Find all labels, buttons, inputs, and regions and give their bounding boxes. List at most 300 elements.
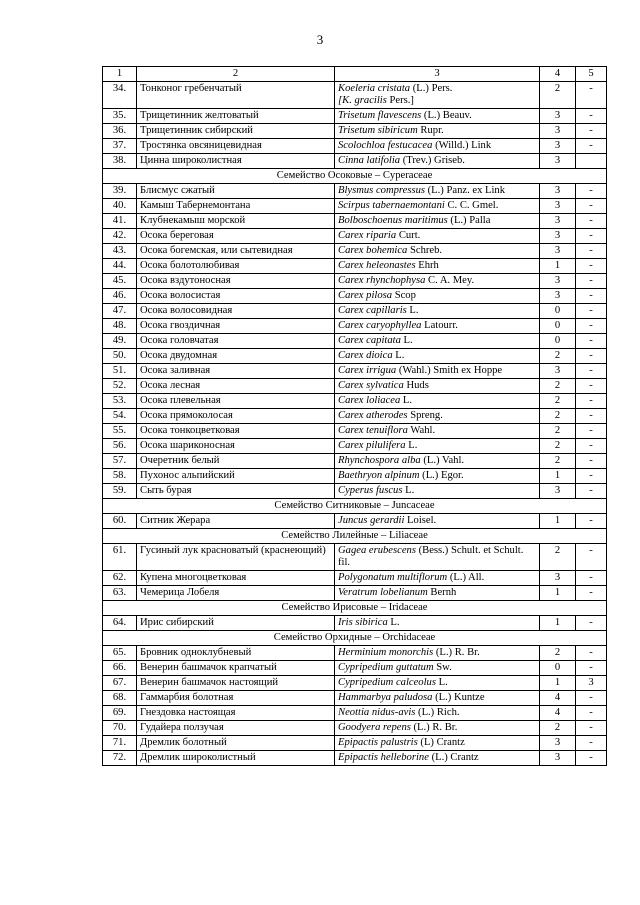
- latin-name: Bolboschoenus maritimus: [338, 215, 448, 226]
- species-row: [103, 349, 607, 364]
- row-number: 64.: [103, 616, 137, 631]
- latin-name-cell: [335, 736, 540, 751]
- latin-name: Carex heleonastes: [338, 260, 416, 271]
- status-col-4: 3: [540, 109, 576, 124]
- latin-name: Herminium monorchis: [338, 647, 434, 658]
- latin-synonym: [K. gracilis: [338, 95, 387, 106]
- latin-name: Carex atherodes: [338, 410, 408, 421]
- status-col-4: 2: [540, 394, 576, 409]
- author-citation: Wahl.: [407, 425, 436, 436]
- species-row: [103, 229, 607, 244]
- species-row: [103, 274, 607, 289]
- status-col-4: 3: [540, 154, 576, 169]
- status-col-5: -: [576, 319, 607, 334]
- status-col-5: -: [576, 364, 607, 379]
- status-col-5: -: [576, 274, 607, 289]
- russian-name: Гаммарбия болотная: [137, 691, 335, 706]
- author-citation: (Bess.) Schult. et Schult. fil.: [338, 545, 524, 568]
- latin-name: Cypripedium calceolus: [338, 677, 436, 688]
- russian-name: Венерин башмачок настоящий: [137, 676, 335, 691]
- latin-name: Epipactis helleborine: [338, 752, 429, 763]
- row-number: 38.: [103, 154, 137, 169]
- family-header-row: [103, 529, 607, 544]
- latin-name-cell: [335, 229, 540, 244]
- row-number: 50.: [103, 349, 137, 364]
- status-col-5: -: [576, 289, 607, 304]
- latin-name-cell: [335, 661, 540, 676]
- author-citation: C. A. Mey.: [425, 275, 475, 286]
- status-col-4: 1: [540, 586, 576, 601]
- species-row: [103, 661, 607, 676]
- species-row: [103, 544, 607, 571]
- russian-name: Гнездовка настоящая: [137, 706, 335, 721]
- row-number: 46.: [103, 289, 137, 304]
- latin-name-cell: [335, 109, 540, 124]
- latin-name-cell: [335, 424, 540, 439]
- status-col-4: 0: [540, 334, 576, 349]
- status-col-4: 1: [540, 514, 576, 529]
- russian-name: Осока лесная: [137, 379, 335, 394]
- author-citation: (L.) R. Br.: [410, 722, 458, 733]
- latin-name-cell: [335, 334, 540, 349]
- species-row: [103, 379, 607, 394]
- status-col-4: 3: [540, 229, 576, 244]
- author-citation: L.: [435, 677, 448, 688]
- latin-name-cell: [335, 214, 540, 229]
- row-number: 65.: [103, 646, 137, 661]
- latin-name-cell: [335, 244, 540, 259]
- status-col-5: -: [576, 349, 607, 364]
- status-col-5: -: [576, 124, 607, 139]
- status-col-5: -: [576, 334, 607, 349]
- row-number: 68.: [103, 691, 137, 706]
- species-row: [103, 394, 607, 409]
- latin-name-cell: [335, 154, 540, 169]
- family-name: Семейство Осоковые – Cyperaceae: [103, 169, 607, 184]
- author-citation: (Wahl.) Smith ex Hoppe: [396, 365, 503, 376]
- russian-name: Осока шариконосная: [137, 439, 335, 454]
- species-row: [103, 646, 607, 661]
- species-row: [103, 424, 607, 439]
- species-table: [102, 66, 607, 766]
- latin-name-cell: [335, 469, 540, 484]
- russian-name: Осока береговая: [137, 229, 335, 244]
- latin-name-cell: [335, 289, 540, 304]
- status-col-4: 2: [540, 349, 576, 364]
- russian-name: Осока тонкоцветковая: [137, 424, 335, 439]
- author-citation: C. C. Gmel.: [444, 200, 499, 211]
- status-col-5: -: [576, 379, 607, 394]
- header-cell-2: 2: [137, 67, 335, 82]
- status-col-4: 3: [540, 184, 576, 199]
- latin-name-cell: [335, 454, 540, 469]
- author-citation: L.: [400, 395, 413, 406]
- latin-name: Gagea erubescens: [338, 545, 416, 556]
- latin-name: Cyperus fuscus: [338, 485, 403, 496]
- status-col-4: 3: [540, 199, 576, 214]
- status-col-4: 2: [540, 439, 576, 454]
- status-col-5: -: [576, 424, 607, 439]
- status-col-5: -: [576, 139, 607, 154]
- russian-name: Осока волосистая: [137, 289, 335, 304]
- status-col-4: 3: [540, 364, 576, 379]
- latin-name: Scolochloa festucacea: [338, 140, 433, 151]
- author-citation: (L.) R. Br.: [433, 647, 480, 658]
- row-number: 47.: [103, 304, 137, 319]
- status-col-5: -: [576, 721, 607, 736]
- latin-name-cell: [335, 751, 540, 766]
- author-citation: (L.) Crantz: [428, 752, 479, 763]
- family-header-row: [103, 499, 607, 514]
- author-citation: (Willd.) Link: [432, 140, 492, 151]
- status-col-5: -: [576, 469, 607, 484]
- row-number: 39.: [103, 184, 137, 199]
- status-col-5: -: [576, 514, 607, 529]
- author-citation: (L.) Pers.: [410, 83, 453, 94]
- row-number: 34.: [103, 82, 137, 109]
- row-number: 57.: [103, 454, 137, 469]
- status-col-5: -: [576, 244, 607, 259]
- latin-name: Epipactis palustris: [338, 737, 418, 748]
- russian-name: Купена многоцветковая: [137, 571, 335, 586]
- species-row: [103, 409, 607, 424]
- russian-name: Ирис сибирский: [137, 616, 335, 631]
- species-row: [103, 469, 607, 484]
- status-col-5: -: [576, 82, 607, 109]
- status-col-4: 3: [540, 244, 576, 259]
- russian-name: Тонконог гребенчатый: [137, 82, 335, 109]
- latin-name: Juncus gerardii: [338, 515, 405, 526]
- author-citation: Scop: [392, 290, 416, 301]
- species-row: [103, 199, 607, 214]
- row-number: 42.: [103, 229, 137, 244]
- status-col-4: 2: [540, 544, 576, 571]
- latin-name-cell: [335, 184, 540, 199]
- row-number: 35.: [103, 109, 137, 124]
- latin-name: Rhynchospora alba: [338, 455, 421, 466]
- latin-name-cell: [335, 124, 540, 139]
- latin-name-cell: [335, 379, 540, 394]
- synonym-author: Pers.]: [386, 95, 414, 106]
- latin-name: Cinna latifolia: [338, 155, 401, 166]
- russian-name: Камыш Табернемонтана: [137, 199, 335, 214]
- author-citation: Ehrh: [415, 260, 439, 271]
- author-citation: L.: [392, 350, 405, 361]
- header-cell-3: 3: [335, 67, 540, 82]
- author-citation: Curt.: [396, 230, 421, 241]
- species-row: [103, 736, 607, 751]
- status-col-5: -: [576, 661, 607, 676]
- latin-name: Goodyera repens: [338, 722, 411, 733]
- latin-name: Polygonatum multiflorum: [338, 572, 448, 583]
- status-col-4: 2: [540, 721, 576, 736]
- row-number: 49.: [103, 334, 137, 349]
- status-col-4: 2: [540, 82, 576, 109]
- status-col-4: 0: [540, 661, 576, 676]
- author-citation: Rupr.: [417, 125, 444, 136]
- status-col-5: 3: [576, 676, 607, 691]
- row-number: 67.: [103, 676, 137, 691]
- row-number: 36.: [103, 124, 137, 139]
- author-citation: Sw.: [433, 662, 452, 673]
- status-col-4: 0: [540, 304, 576, 319]
- russian-name: Блисмус сжатый: [137, 184, 335, 199]
- status-col-5: -: [576, 304, 607, 319]
- latin-name: Carex riparia: [338, 230, 397, 241]
- author-citation: Loisel.: [404, 515, 437, 526]
- author-citation: L.: [406, 305, 419, 316]
- latin-name-cell: [335, 349, 540, 364]
- russian-name: Трищетинник сибирский: [137, 124, 335, 139]
- header-cell-5: 5: [576, 67, 607, 82]
- status-col-5: -: [576, 454, 607, 469]
- row-number: 41.: [103, 214, 137, 229]
- species-row: [103, 139, 607, 154]
- header-row: [103, 67, 607, 82]
- status-col-5: -: [576, 229, 607, 244]
- russian-name: Осока богемская, или сытевидная: [137, 244, 335, 259]
- status-col-4: 1: [540, 616, 576, 631]
- species-row: [103, 289, 607, 304]
- row-number: 54.: [103, 409, 137, 424]
- author-citation: (L.) Palla: [447, 215, 491, 226]
- russian-name: Гусиный лук красноватый (краснеющий): [137, 544, 335, 571]
- species-row: [103, 454, 607, 469]
- russian-name: Осока головчатая: [137, 334, 335, 349]
- russian-name: Пухонос альпийский: [137, 469, 335, 484]
- russian-name: Дремлик широколистный: [137, 751, 335, 766]
- latin-name: Blysmus compressus: [338, 185, 425, 196]
- row-number: 62.: [103, 571, 137, 586]
- status-col-5: -: [576, 586, 607, 601]
- status-col-5: -: [576, 409, 607, 424]
- status-col-5: -: [576, 691, 607, 706]
- status-col-4: 4: [540, 706, 576, 721]
- latin-name: Carex caryophyllea: [338, 320, 422, 331]
- status-col-5: -: [576, 109, 607, 124]
- status-col-5: -: [576, 184, 607, 199]
- russian-name: Осока плевельная: [137, 394, 335, 409]
- author-citation: Bernh: [427, 587, 457, 598]
- row-number: 66.: [103, 661, 137, 676]
- latin-name-cell: [335, 139, 540, 154]
- row-number: 53.: [103, 394, 137, 409]
- header-cell-1: 1: [103, 67, 137, 82]
- russian-name: Осока двудомная: [137, 349, 335, 364]
- latin-name: Carex capillaris: [338, 305, 407, 316]
- russian-name: Клубнекамыш морской: [137, 214, 335, 229]
- family-name: Семейство Лилейные – Liliaceae: [103, 529, 607, 544]
- family-name: Семейство Ситниковые – Juncaceae: [103, 499, 607, 514]
- status-col-5: -: [576, 646, 607, 661]
- row-number: 58.: [103, 469, 137, 484]
- latin-name: Carex sylvatica: [338, 380, 404, 391]
- russian-name: Бровник одноклубневый: [137, 646, 335, 661]
- author-citation: Spreng.: [407, 410, 443, 421]
- status-col-4: 2: [540, 379, 576, 394]
- species-row: [103, 721, 607, 736]
- russian-name: Ситник Жерара: [137, 514, 335, 529]
- status-col-4: 3: [540, 736, 576, 751]
- author-citation: L.: [400, 335, 413, 346]
- status-col-5: -: [576, 259, 607, 274]
- author-citation: L.: [405, 440, 418, 451]
- russian-name: Сыть бурая: [137, 484, 335, 499]
- latin-name: Veratrum lobelianum: [338, 587, 428, 598]
- russian-name: Осока гвоздичная: [137, 319, 335, 334]
- species-row: [103, 319, 607, 334]
- author-citation: Huds: [403, 380, 429, 391]
- family-header-row: [103, 169, 607, 184]
- species-row: [103, 676, 607, 691]
- latin-name: Scirpus tabernaemontani: [338, 200, 445, 211]
- species-row: [103, 259, 607, 274]
- row-number: 59.: [103, 484, 137, 499]
- status-col-5: -: [576, 484, 607, 499]
- latin-name-cell: [335, 646, 540, 661]
- species-row: [103, 751, 607, 766]
- status-col-4: 0: [540, 319, 576, 334]
- latin-name-cell: [335, 439, 540, 454]
- latin-name: Koeleria cristata: [338, 83, 411, 94]
- latin-name: Iris sibirica: [338, 617, 388, 628]
- row-number: 60.: [103, 514, 137, 529]
- status-col-4: 1: [540, 676, 576, 691]
- status-col-4: 3: [540, 139, 576, 154]
- row-number: 70.: [103, 721, 137, 736]
- latin-name: Carex pilulifera: [338, 440, 406, 451]
- latin-name-cell: [335, 484, 540, 499]
- latin-name: Carex pilosa: [338, 290, 393, 301]
- species-row: [103, 586, 607, 601]
- author-citation: L.: [402, 485, 415, 496]
- russian-name: Цинна широколистная: [137, 154, 335, 169]
- status-col-5: [576, 154, 607, 169]
- latin-name: Carex dioica: [338, 350, 393, 361]
- status-col-4: 3: [540, 124, 576, 139]
- latin-name: Cypripedium guttatum: [338, 662, 434, 673]
- status-col-5: -: [576, 706, 607, 721]
- russian-name: Очеретник белый: [137, 454, 335, 469]
- row-number: 43.: [103, 244, 137, 259]
- latin-name-cell: [335, 676, 540, 691]
- row-number: 52.: [103, 379, 137, 394]
- row-number: 55.: [103, 424, 137, 439]
- latin-name: Trisetum sibiricum: [338, 125, 418, 136]
- species-row: [103, 109, 607, 124]
- latin-name-cell: [335, 304, 540, 319]
- author-citation: (L) Crantz: [417, 737, 465, 748]
- latin-name: Carex rhynchophysa: [338, 275, 426, 286]
- row-number: 45.: [103, 274, 137, 289]
- status-col-4: 3: [540, 571, 576, 586]
- latin-name: Carex irrigua: [338, 365, 397, 376]
- family-header-row: [103, 631, 607, 646]
- species-row: [103, 571, 607, 586]
- latin-name-cell: [335, 691, 540, 706]
- russian-name: Осока заливная: [137, 364, 335, 379]
- author-citation: Latourr.: [421, 320, 458, 331]
- species-row: [103, 82, 607, 109]
- latin-name-cell: [335, 616, 540, 631]
- latin-name-cell: [335, 364, 540, 379]
- author-citation: (Trev.) Griseb.: [400, 155, 465, 166]
- species-row: [103, 364, 607, 379]
- latin-name-cell: [335, 274, 540, 289]
- status-col-5: -: [576, 394, 607, 409]
- russian-name: Гудайера ползучая: [137, 721, 335, 736]
- latin-name: Neottia nidus-avis: [338, 707, 416, 718]
- author-citation: L.: [387, 617, 400, 628]
- latin-name-cell: [335, 199, 540, 214]
- russian-name: Осока болотолюбивая: [137, 259, 335, 274]
- family-name: Семейство Ирисовые – Iridaceae: [103, 601, 607, 616]
- latin-name-cell: [335, 586, 540, 601]
- status-col-5: -: [576, 751, 607, 766]
- russian-name: Венерин башмачок крапчатый: [137, 661, 335, 676]
- latin-name-cell: [335, 259, 540, 274]
- page-number: 3: [316, 32, 324, 47]
- latin-name: Carex bohemica: [338, 245, 408, 256]
- row-number: 61.: [103, 544, 137, 571]
- latin-name-cell: [335, 721, 540, 736]
- species-row: [103, 304, 607, 319]
- row-number: 69.: [103, 706, 137, 721]
- row-number: 56.: [103, 439, 137, 454]
- status-col-4: 2: [540, 454, 576, 469]
- status-col-4: 2: [540, 646, 576, 661]
- latin-name: Carex tenuiflora: [338, 425, 408, 436]
- status-col-4: 1: [540, 259, 576, 274]
- russian-name: Тростянка овсяницевидная: [137, 139, 335, 154]
- author-citation: (L.) Rich.: [415, 707, 460, 718]
- species-row: [103, 154, 607, 169]
- latin-name-cell: [335, 82, 540, 109]
- family-name: Семейство Орхидные – Orchidaceae: [103, 631, 607, 646]
- latin-name-cell: [335, 319, 540, 334]
- status-col-4: 2: [540, 424, 576, 439]
- status-col-5: -: [576, 199, 607, 214]
- row-number: 48.: [103, 319, 137, 334]
- species-row: [103, 214, 607, 229]
- status-col-5: -: [576, 214, 607, 229]
- author-citation: (L.) Beauv.: [421, 110, 472, 121]
- row-number: 72.: [103, 751, 137, 766]
- species-row: [103, 334, 607, 349]
- russian-name: Трищетинник желтоватый: [137, 109, 335, 124]
- russian-name: Осока вздутоносная: [137, 274, 335, 289]
- status-col-5: -: [576, 736, 607, 751]
- status-col-4: 3: [540, 751, 576, 766]
- status-col-4: 1: [540, 469, 576, 484]
- row-number: 51.: [103, 364, 137, 379]
- status-col-4: 3: [540, 484, 576, 499]
- row-number: 44.: [103, 259, 137, 274]
- family-header-row: [103, 601, 607, 616]
- species-row: [103, 706, 607, 721]
- species-row: [103, 124, 607, 139]
- row-number: 63.: [103, 586, 137, 601]
- status-col-5: -: [576, 616, 607, 631]
- status-col-4: 3: [540, 274, 576, 289]
- author-citation: (L.) Egor.: [419, 470, 464, 481]
- row-number: 71.: [103, 736, 137, 751]
- latin-name: Hammarbya paludosa: [338, 692, 433, 703]
- author-citation: (L.) Kuntze: [432, 692, 485, 703]
- status-col-4: 3: [540, 289, 576, 304]
- row-number: 40.: [103, 199, 137, 214]
- status-col-4: 4: [540, 691, 576, 706]
